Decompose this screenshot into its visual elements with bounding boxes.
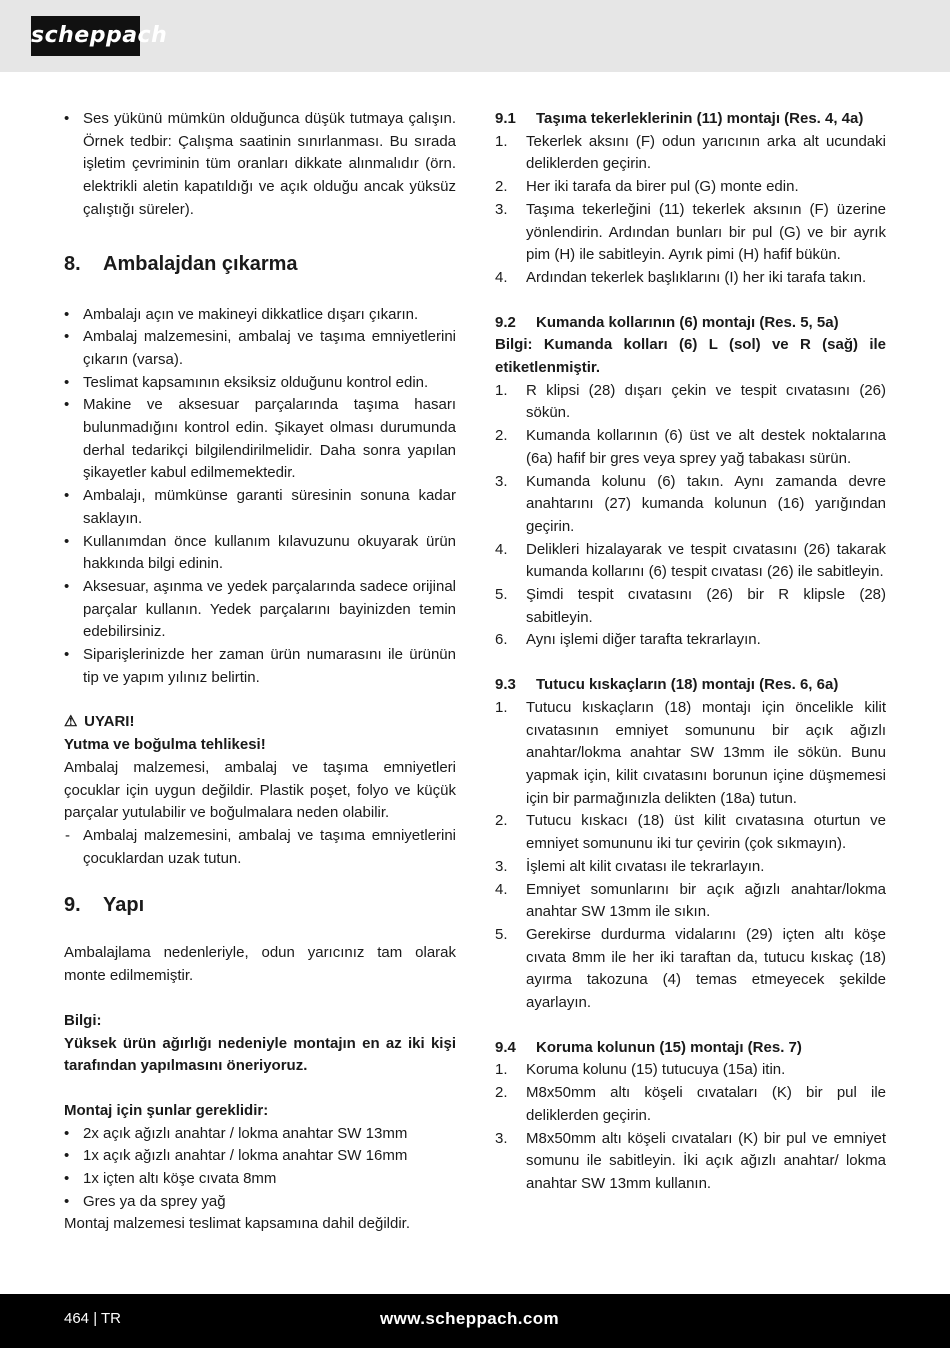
page-number: 464 | TR [64, 1310, 121, 1327]
requirements-note: Montaj malzemesi teslimat kapsamına dahil değildir. [64, 1215, 410, 1233]
website-url: www.scheppach.com [380, 1309, 560, 1328]
section-9-3-steps [495, 697, 886, 1015]
list-item: 1. R klipsi (28) dışarı çekin ve tespit cıvatasını (26) sökün. [495, 381, 886, 422]
page-footer [0, 1294, 950, 1348]
section-title: Tutucu kıskaçların (18) montajı (Res. 6, 6a) [536, 676, 839, 694]
section-9-3-heading [495, 674, 886, 697]
info-label: Bilgi: [64, 1011, 102, 1029]
warning-text: Ambalaj malzemesi, ambalaj ve taşıma emniyetleri çocuklar için uygun değildir. Plastik poşet, folyo ve küçük parçalar yutulabilir ve boğulmalara neden olabilir. [64, 758, 456, 822]
section-9-1-heading [495, 108, 886, 131]
list-item: 3. İşlemi alt kilit cıvatası ile tekrarlayın. [495, 857, 765, 875]
section-title: Kumanda kollarının (6) montajı (Res. 5, 5a) [536, 313, 839, 331]
section-9-heading [64, 892, 456, 918]
section-9-text: Ambalajlama nedenleriyle, odun yarıcınız tam olarak monte edilmemiştir. [64, 944, 456, 985]
warning-subtitle: Yutma ve boğulma tehlikesi! [64, 736, 266, 754]
requirements-label: Montaj için şunlar gereklidir: [64, 1101, 269, 1119]
section-title: Koruma kolunun (15) montajı (Res. 7) [536, 1038, 802, 1056]
list-item: • Makine ve aksesuar parçalarında taşıma hasarı bulunmadığını kontrol edin. Şikayet olması durumunda derhal tedarikçi bilgilendirilmelidir. Daha sonra yapılan şikayetler kabul edilmemektedir. [64, 394, 456, 485]
section-9-2-steps [495, 380, 886, 652]
list-item: • Ambalaj malzemesini, ambalaj ve taşıma emniyetlerini çıkarın (varsa). [64, 326, 456, 371]
list-item: • Siparişlerinizde her zaman ürün numarasını ile ürünün tip ve yapım yılınız belirtin. [64, 644, 456, 689]
list-item: • 2x açık ağızlı anahtar / lokma anahtar SW 13mm [64, 1123, 456, 1146]
list-item: 3. Taşıma tekerleğini (11) tekerlek aksının (F) üzerine yönlendirin. Ardından bunları bir pul (G) ve bir ayrık pim (H) ile sabitleyin. Ayrık pimi (H) hafif bükün. [495, 200, 886, 264]
section-9-2-note: Bilgi: Kumanda kolları (6) L (sol) ve R (sağ) ile etiketlenmiştir. [495, 336, 886, 377]
list-item: 3. M8x50mm altı köşeli cıvataları (K) bir pul ve emniyet somunu ile sabitleyin. İki açık ağızlı anahtar/ lokma anahtar SW 13mm kullanın. [495, 1129, 886, 1192]
list-item: • Ambalajı açın ve makineyi dikkatlice dışarı çıkarın. [64, 304, 456, 327]
list-item: 2. M8x50mm altı köşeli cıvataları (K) bir pul ile deliklerden geçirin. [495, 1084, 886, 1124]
section-number: 9.1 [495, 110, 516, 127]
section-9-2-heading [495, 312, 886, 335]
warning-dash-list [64, 825, 456, 870]
section-number: 8. [64, 252, 81, 275]
list-item: - Ambalaj malzemesini, ambalaj ve taşıma emniyetlerini çocuklardan uzak tutun. [64, 825, 456, 870]
list-item: • Ambalajı, mümkünse garanti süresinin sonuna kadar saklayın. [64, 485, 456, 530]
section-number: 9.4 [495, 1038, 516, 1056]
list-item: 2. Kumanda kollarının (6) üst ve alt destek noktalarına (6a) hafif bir gres veya sprey yağ tabakası sürün. [495, 427, 886, 467]
list-item: 5. Şimdi tespit cıvatasını (26) bir R klipsle (28) sabitleyin. [495, 586, 886, 626]
list-item: 4. Delikleri hizalayarak ve tespit cıvatasını (26) takarak kumanda kollarını (6) tespit cıvatası (26) ile sabitleyin. [495, 540, 886, 581]
list-item: 1. Tekerlek aksını (F) odun yarıcının arka alt ucundaki deliklerden geçirin. [495, 132, 886, 173]
section-9-1-steps [495, 131, 886, 290]
section-9-4-steps [495, 1059, 886, 1195]
list-item: • Teslimat kapsamının eksiksiz olduğunu kontrol edin. [64, 372, 456, 395]
list-item: 4. Ardından tekerlek başlıklarını (I) her iki tarafa takın. [495, 268, 867, 286]
list-item: 2. Her iki tarafa da birer pul (G) monte edin. [495, 178, 799, 196]
list-item: • 1x içten altı köşe cıvata 8mm [64, 1168, 456, 1191]
list-item: • 1x açık ağızlı anahtar / lokma anahtar SW 16mm [64, 1145, 456, 1168]
unpacking-list [64, 304, 456, 690]
section-number: 9. [64, 894, 81, 917]
list-item: 6. Aynı işlemi diğer tarafta tekrarlayın. [495, 631, 761, 649]
section-title: Ambalajdan çıkarma [103, 252, 298, 275]
warning-triangle-icon: ⚠ [64, 713, 78, 731]
list-item: • Gres ya da sprey yağ [64, 1191, 456, 1214]
section-title: Yapı [103, 894, 145, 917]
left-column [64, 108, 456, 1236]
list-item: • Aksesuar, aşınma ve yedek parçalarında sadece orijinal parçalar kullanın. Yedek parçalarını bayinizden temin edebilirsiniz. [64, 576, 456, 644]
warning-label: UYARI! [84, 713, 135, 731]
intro-list [64, 108, 456, 222]
section-number: 9.2 [495, 313, 516, 331]
section-9-4-heading [495, 1037, 886, 1060]
requirements-list [64, 1123, 456, 1214]
list-item: • Kullanımdan önce kullanım kılavuzunu okuyarak ürün hakkında bilgi edinin. [64, 531, 456, 576]
section-8-heading [64, 251, 456, 277]
section-title: Taşıma tekerleklerinin (11) montajı (Res. 4, 4a) [536, 110, 864, 127]
list-item: 3. Kumanda kolunu (6) takın. Aynı zamanda devre anahtarını (27) kumanda kolunun (16) yarığından geçirin. [495, 472, 886, 535]
list-item: 4. Emniyet somunlarını bir açık ağızlı anahtar/lokma anahtar SW 13mm ile sıkın. [495, 880, 886, 921]
list-item: 2. Tutucu kıskacı (18) üst kilit cıvatasına oturtun ve emniyet somununu iki tur çevirin (çok sıkmayın). [495, 812, 886, 853]
warning-heading [64, 711, 456, 734]
right-column [495, 108, 886, 1196]
list-item: 5. Gerekirse durdurma vidalarını (29) içten altı köşe cıvata 8mm ile her iki taraftan da, tutucu kıskaç (18) ayırma takozuna (4) temas etmeyecek şekilde ayarlayın. [495, 925, 886, 1012]
list-item: 1. Tutucu kıskaçların (18) montajı için öncelikle kilit cıvatasının emniyet somununu bir açık ağızlı anahtar/lokma anahtar SW 13mm ile sökün. Bunu yapmak için, kilit cıvatasını borunun içine düşmemesi için bir parmağınızla delikten (18a) tutun. [495, 698, 886, 807]
section-number: 9.3 [495, 676, 516, 694]
scheppach-logo: scheppach [31, 16, 140, 56]
page-header [0, 0, 950, 72]
list-item: • Ses yükünü mümkün olduğunca düşük tutmaya çalışın. Örnek tedbir: Çalışma saatinin sınırlanması. Bu sırada işletim çevriminin tüm oranları dikkate alınmalıdır (örn. elektrikli aletin kapatıldığı ve açık olduğu ancak yüksüz çalıştığı süreler). [64, 108, 456, 222]
list-item: 1. Koruma kolunu (15) tutucuya (15a) itin. [495, 1061, 786, 1079]
info-text: Yüksek ürün ağırlığı nedeniyle montajın en az iki kişi tarafından yapılmasını öneriyoruz. [64, 1034, 456, 1075]
